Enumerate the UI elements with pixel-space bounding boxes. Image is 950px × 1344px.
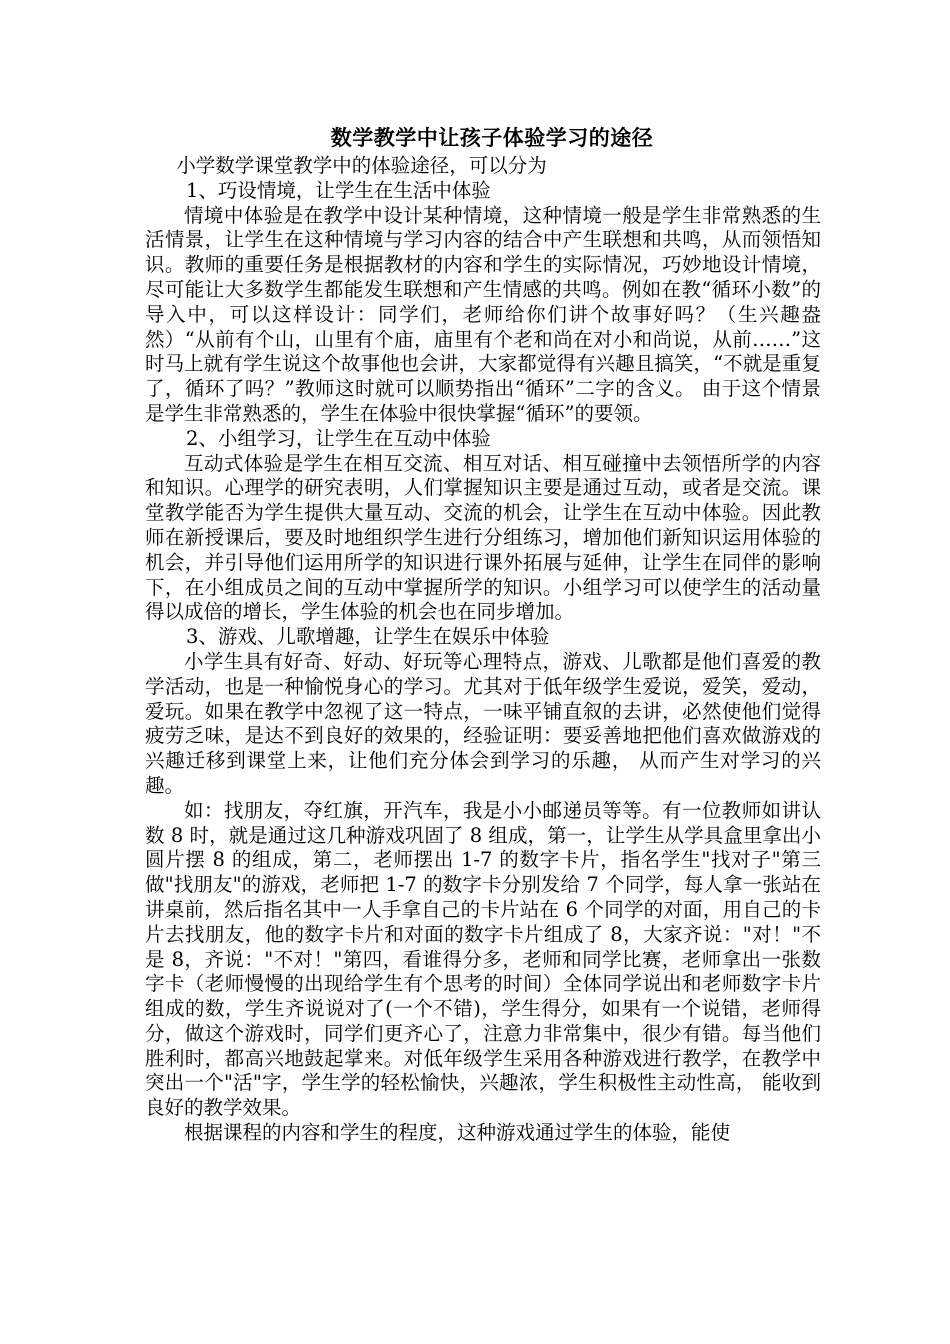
body-paragraph-4: 如：找朋友，夺红旗，开汽车，我是小小邮递员等等。有一位教师如讲认数 8 时，就是通过这几种游戏巩固了 8 组成，第一，让学生从学具盒里拿出小圆片摆 8 的组成，第二，老师摆出 1-7 的数字卡片，指名学生"找对子"第三做"找朋友"的游戏，老师把 1-7 的数字卡分别发给 7 个同学，每人拿一张站在讲桌前，然后指名其中一人手拿自己的卡片站在 6 个同学的对面，用自己的卡片去找朋友，他的数字卡片和对面的数字卡片组成了 8，大家齐说："对！"不是 8，齐说："不对！"第四，看谁得分多，老师和同学比赛，老师拿出一张数字卡（老师慢慢的出现给学生有个思考的时间）全体同学说出和老师数字卡片组成的数，学生齐说说对了(一个不错)，学生得分，如果有一个说错，老师得分，做这个游戏时，同学们更齐心了，注意力非常集中，很少有错。每当他们胜利时，都高兴地鼓起掌来。对低年级学生采用各种游戏进行教学，在教学中突出一个"活"字，学生学的轻松愉快，兴趣浓，学生积极性主动性高， 能收到良好的教学效果。: [145, 798, 821, 1120]
document-page: [145, 121, 821, 1146]
section-heading-2: 2、小组学习，让学生在互动中体验: [185, 426, 491, 450]
document-title: 数学教学中让孩子体验学习的途径: [330, 125, 654, 150]
body-paragraph-2: 互动式体验是学生在相互交流、相互对话、相互碰撞中去领悟所学的内容和知识。心理学的研究表明，人们掌握知识主要是通过互动，或者是交流。课堂教学能否为学生提供大量互动、交流的机会，让学生在互动中体验。因此教师在新授课后，要及时地组织学生进行分组练习，增加他们新知识运用体验的机会，并引导他们运用所学的知识进行课外拓展与延伸，让学生在同伴的影响下，在小组成员之间的互动中掌握所学的知识。小组学习可以使学生的活动量得以成倍的增长，学生体验的机会也在同步增加。: [145, 451, 821, 624]
body-paragraph-5: 根据课程的内容和学生的程度，这种游戏通过学生的体验，能使: [184, 1121, 731, 1145]
body-paragraph-1: 情境中体验是在教学中设计某种情境，这种情境一般是学生非常熟悉的生活情景，让学生在这种情境与学习内容的结合中产生联想和共鸣，从而领悟知识。教师的重要任务是根据教材的内容和学生的实际情况，巧妙地设计情境，尽可能让大多数学生都能发生联想和产生情感的共鸣。例如在教“循环小数”的导入中，可以这样设计：同学们，老师给你们讲个故事好吗？（生兴趣盎然）“从前有个山，山里有个庙，庙里有个老和尚在对小和尚说，从前……”这时马上就有学生说这个故事他也会讲，大家都觉得有兴趣且搞笑，“不就是重复了，循环了吗？”教师这时就可以顺势指出“循环”二字的含义。 由于这个情景是学生非常熟悉的，学生在体验中很快掌握“循环”的要领。: [145, 203, 821, 425]
section-heading-1: 1、巧设情境，让学生在生活中体验: [185, 178, 491, 202]
body-paragraph-3: 小学生具有好奇、好动、好玩等心理特点，游戏、儿歌都是他们喜爱的教学活动，也是一种愉悦身心的学习。尤其对于低年级学生爱说，爱笑，爱动，爱玩。如果在教学中忽视了这一特点，一味平铺直叙的去讲，必然使他们觉得疲劳乏味，是达不到良好的效果的，经验证明：要妥善地把他们喜欢做游戏的兴趣迁移到课堂上来，让他们充分体会到学习的乐趣， 从而产生对学习的兴趣。: [145, 649, 821, 797]
intro-paragraph: 小学数学课堂教学中的体验途径，可以分为: [176, 154, 547, 177]
section-heading-3: 3、游戏、儿歌增趣，让学生在娱乐中体验: [185, 625, 550, 649]
